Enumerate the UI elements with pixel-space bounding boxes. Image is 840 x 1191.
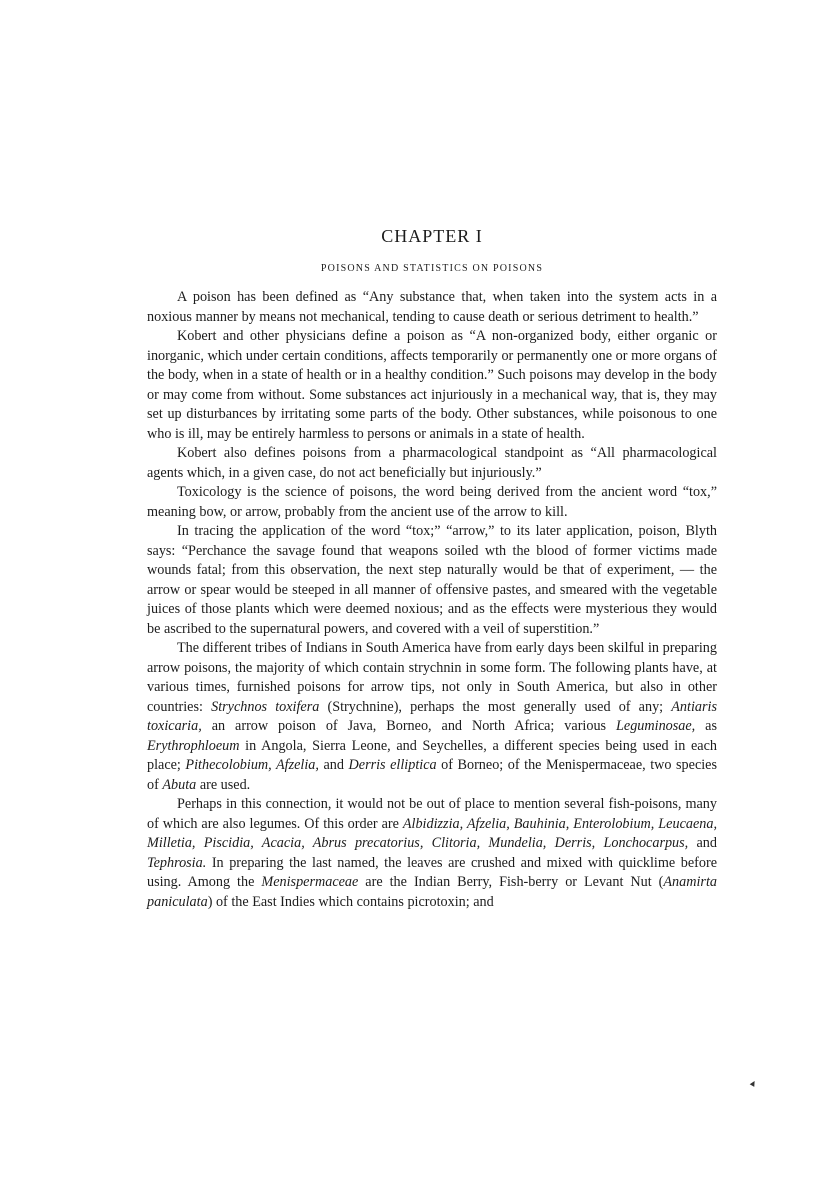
- text-run: as: [695, 718, 717, 734]
- italic-term: Leguminosae,: [616, 718, 696, 734]
- stray-mark: ▲: [747, 1076, 760, 1090]
- italic-term: Tephrosia.: [147, 854, 207, 871]
- italic-term: Derris elliptica: [348, 757, 437, 773]
- text-run: and: [318, 757, 349, 773]
- italic-term: Albidizzia, Afzelia, Bauhinia, Enterolobium, Leucaena, Milletia, Piscidia, Acacia, Abrus precatorius, Clitoria, Mundelia, Derris, Lonchocarpus,: [147, 815, 717, 851]
- text-run: are used.: [196, 776, 251, 793]
- paragraph: [147, 639, 717, 795]
- text-run: Perhaps in this connection, it would not be out of place to mention several fish-poisons, many of which are also legumes. Of this order are: [147, 796, 717, 832]
- italic-term: Menispermaceae: [261, 874, 359, 890]
- text-run: (Strychnine), perhaps the most generally used of any;: [319, 698, 672, 715]
- paragraph: [147, 795, 717, 912]
- italic-term: Anamirta paniculata: [147, 874, 717, 910]
- text-run: Toxicology is the science of poisons, the word being derived from the ancient word “tox,” meaning bow, or arrow, probably from the ancient use of the arrow to kill.: [147, 484, 717, 520]
- section-title: POISONS AND STATISTICS ON POISONS: [320, 263, 544, 274]
- text-run: in Angola, Sierra Leone, and Seychelles, a different species being used in each place;: [147, 737, 717, 773]
- paragraph: [147, 288, 717, 327]
- page-body: [147, 226, 717, 912]
- text-run: and: [688, 835, 717, 851]
- text-run: an arrow poison of Java, Borneo, and North Africa; various: [201, 718, 617, 734]
- text-run: ) of the East Indies which contains picrotoxin; and: [207, 893, 494, 910]
- body-text: [147, 288, 717, 912]
- text-run: A poison has been defined as “Any substance that, when taken into the system acts in a noxious manner by means not mechanical, tending to cause death or serious detriment to health.”: [147, 289, 717, 325]
- text-run: The different tribes of Indians in South America have from early days been skilful in preparing arrow poisons, the majority of which contain strychnin in some form. The following plants have, at various times, furnished poisons for arrow tips, not only in South America, but also in other countries:: [147, 640, 717, 715]
- text-run: Kobert and other physicians define a poison as “A non-organized body, either organic or inorganic, which under certain conditions, affects temporarily or permanently one or more organs of the body, when in a state of health or in a healthy condition.” Such poisons may develop in the body or may come from without. Some substances act injuriously in a mechanical way, that is, they may set up disturbances by irritating some parts of the body. Other substances, while poisonous to one who is ill, may be entirely harmless to persons or animals in a state of health.: [147, 328, 717, 442]
- italic-term: Strychnos toxifera: [211, 698, 320, 715]
- chapter-title: CHAPTER I: [381, 226, 483, 246]
- paragraph: [147, 483, 717, 522]
- text-run: In preparing the last named, the leaves are crushed and mixed with quicklime before using. Among the: [147, 854, 717, 890]
- text-run: of Borneo; of the Menispermaceae, two species of: [147, 757, 717, 793]
- italic-term: Antiaris toxicaria,: [147, 698, 717, 734]
- italic-term: Erythrophloeum: [147, 737, 240, 754]
- paragraph: [147, 444, 717, 483]
- text-run: In tracing the application of the word “tox;” “arrow,” to its later application, poison, Blyth says: “Perchance the savage found that weapons soiled wth the blood of former victims made wounds fatal; from this observation, the next step naturally would be that of experiment, — the arrow or spear would be steeped in all manner of offensive pastes, and smeared with the vegetable juices of those plants which were deemed noxious; and as the effects were mysterious they would be ascribed to the supernatural powers, and covered with a veil of superstition.”: [147, 523, 717, 637]
- paragraph: [147, 327, 717, 444]
- italic-term: Abuta: [162, 776, 197, 793]
- text-run: are the Indian Berry, Fish-berry or Levant Nut (: [358, 874, 664, 890]
- text-run: Kobert also defines poisons from a pharmacological standpoint as “All pharmacological agents which, in a given case, do not act beneficially but injuriously.”: [147, 445, 717, 481]
- paragraph: [147, 522, 717, 639]
- italic-term: Pithecolobium, Afzelia,: [185, 757, 319, 773]
